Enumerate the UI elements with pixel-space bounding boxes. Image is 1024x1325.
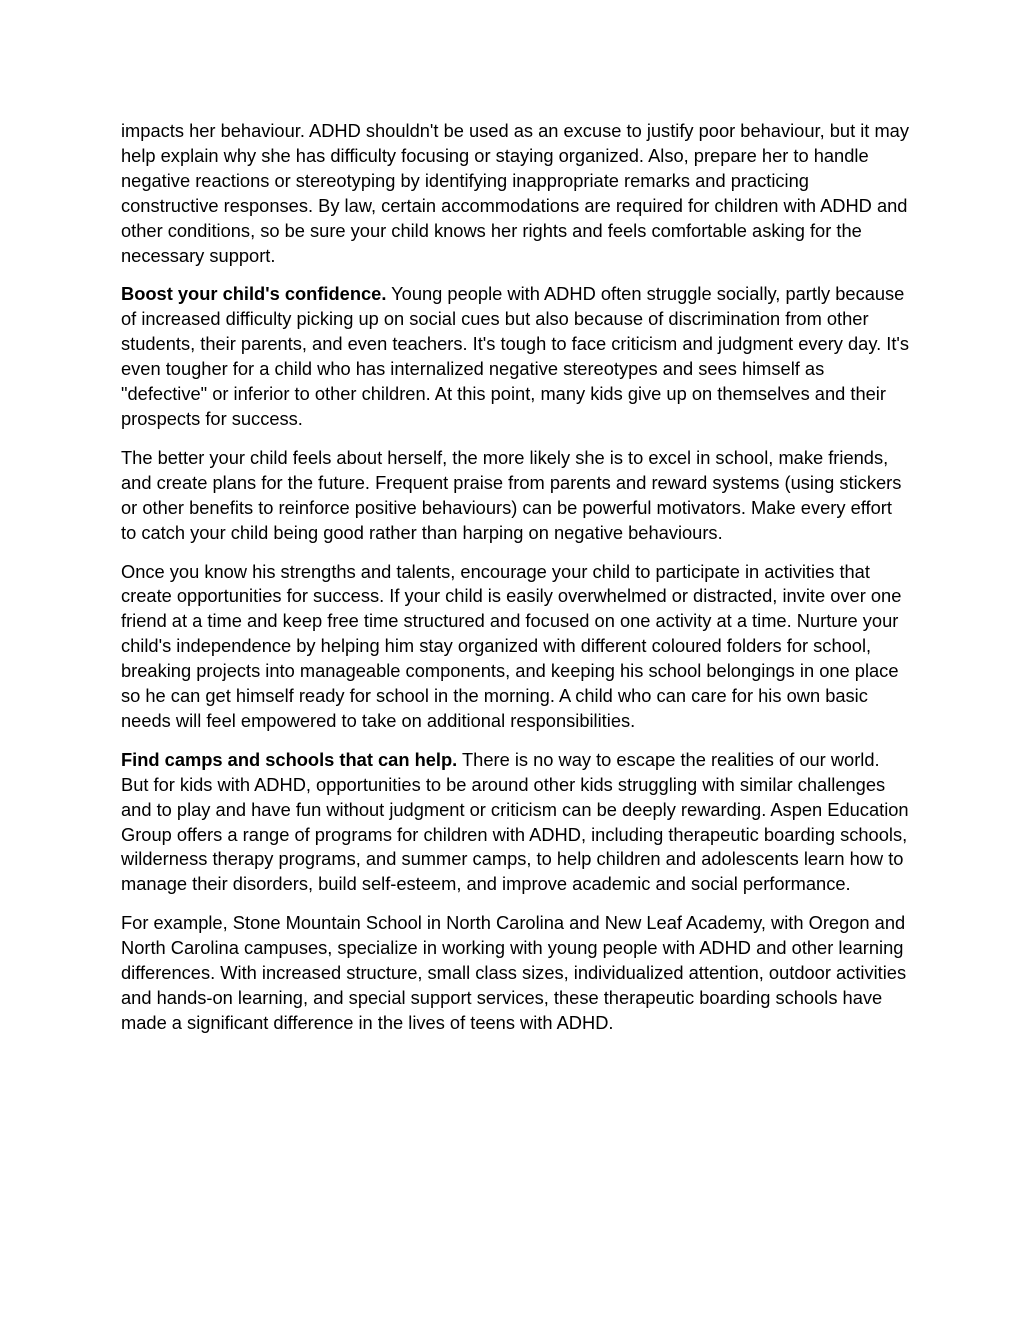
paragraph-2 <box>121 282 911 431</box>
paragraph-3 <box>121 446 911 546</box>
paragraph-1 <box>121 119 911 268</box>
paragraph-1-text: impacts her behaviour. ADHD shouldn't be used as an excuse to justify poor behaviour, but it may help explain why she has difficulty focusing or staying organized. Also, prepare her to handle negative reactions or stereotyping by identifying inappropriate remarks and practicing constructive responses. By law, certain accommodations are required for children with ADHD and other conditions, so be sure your child knows her rights and feels comfortable asking for the necessary support. <box>121 120 909 266</box>
paragraph-5-heading: Find camps and schools that can help. <box>121 748 458 770</box>
paragraph-6 <box>121 911 911 1036</box>
paragraph-5-text: There is no way to escape the realities of our world. But for kids with ADHD, opportunities to be around other kids struggling with similar challenges and to play and have fun without judgment or criticism can be deeply rewarding. Aspen Education Group offers a range of programs for children with ADHD, including therapeutic boarding schools, wilderness therapy programs, and summer camps, to help children and adolescents learn how to manage their disorders, build self-esteem, and improve academic and social performance. <box>121 748 909 895</box>
paragraph-2-heading: Boost your child's confidence. <box>121 283 387 305</box>
paragraph-5 <box>121 748 911 897</box>
paragraph-4-text: Once you know his strengths and talents, encourage your child to participate in activities that create opportunities for success. If your child is easily overwhelmed or distracted, invite over one friend at a time and keep free time structured and focused on one activity at a time. Nurture your child's independence by helping him stay organized with different coloured folders for school, breaking projects into manageable components, and keeping his school belongings in one place so he can get himself ready for school in the morning. A child who can care for his own basic needs will feel empowered to take on additional responsibilities. <box>121 560 902 731</box>
paragraph-6-text: For example, Stone Mountain School in North Carolina and New Leaf Academy, with Oregon and North Carolina campuses, specialize in working with young people with ADHD and other learning differences. With increased structure, small class sizes, individualized attention, outdoor activities and hands-on learning, and special support services, these therapeutic boarding schools have made a significant difference in the lives of teens with ADHD. <box>121 912 907 1033</box>
paragraph-4 <box>121 560 911 734</box>
paragraph-2-text: Young people with ADHD often struggle socially, partly because of increased difficulty picking up on social cues but also because of discrimination from other students, their parents, and even teachers. It's tough to face criticism and judgment every day. It's even tougher for a child who has internalized negative stereotypes and sees himself as "defective" or inferior to other children. At this point, many kids give up on themselves and their prospects for success. <box>121 283 910 429</box>
document-page <box>121 119 911 1050</box>
paragraph-3-text: The better your child feels about herself, the more likely she is to excel in school, make friends, and create plans for the future. Frequent praise from parents and reward systems (using stickers or other benefits to reinforce positive behaviours) can be powerful motivators. Make every effort to catch your child being good rather than harping on negative behaviours. <box>121 446 902 543</box>
